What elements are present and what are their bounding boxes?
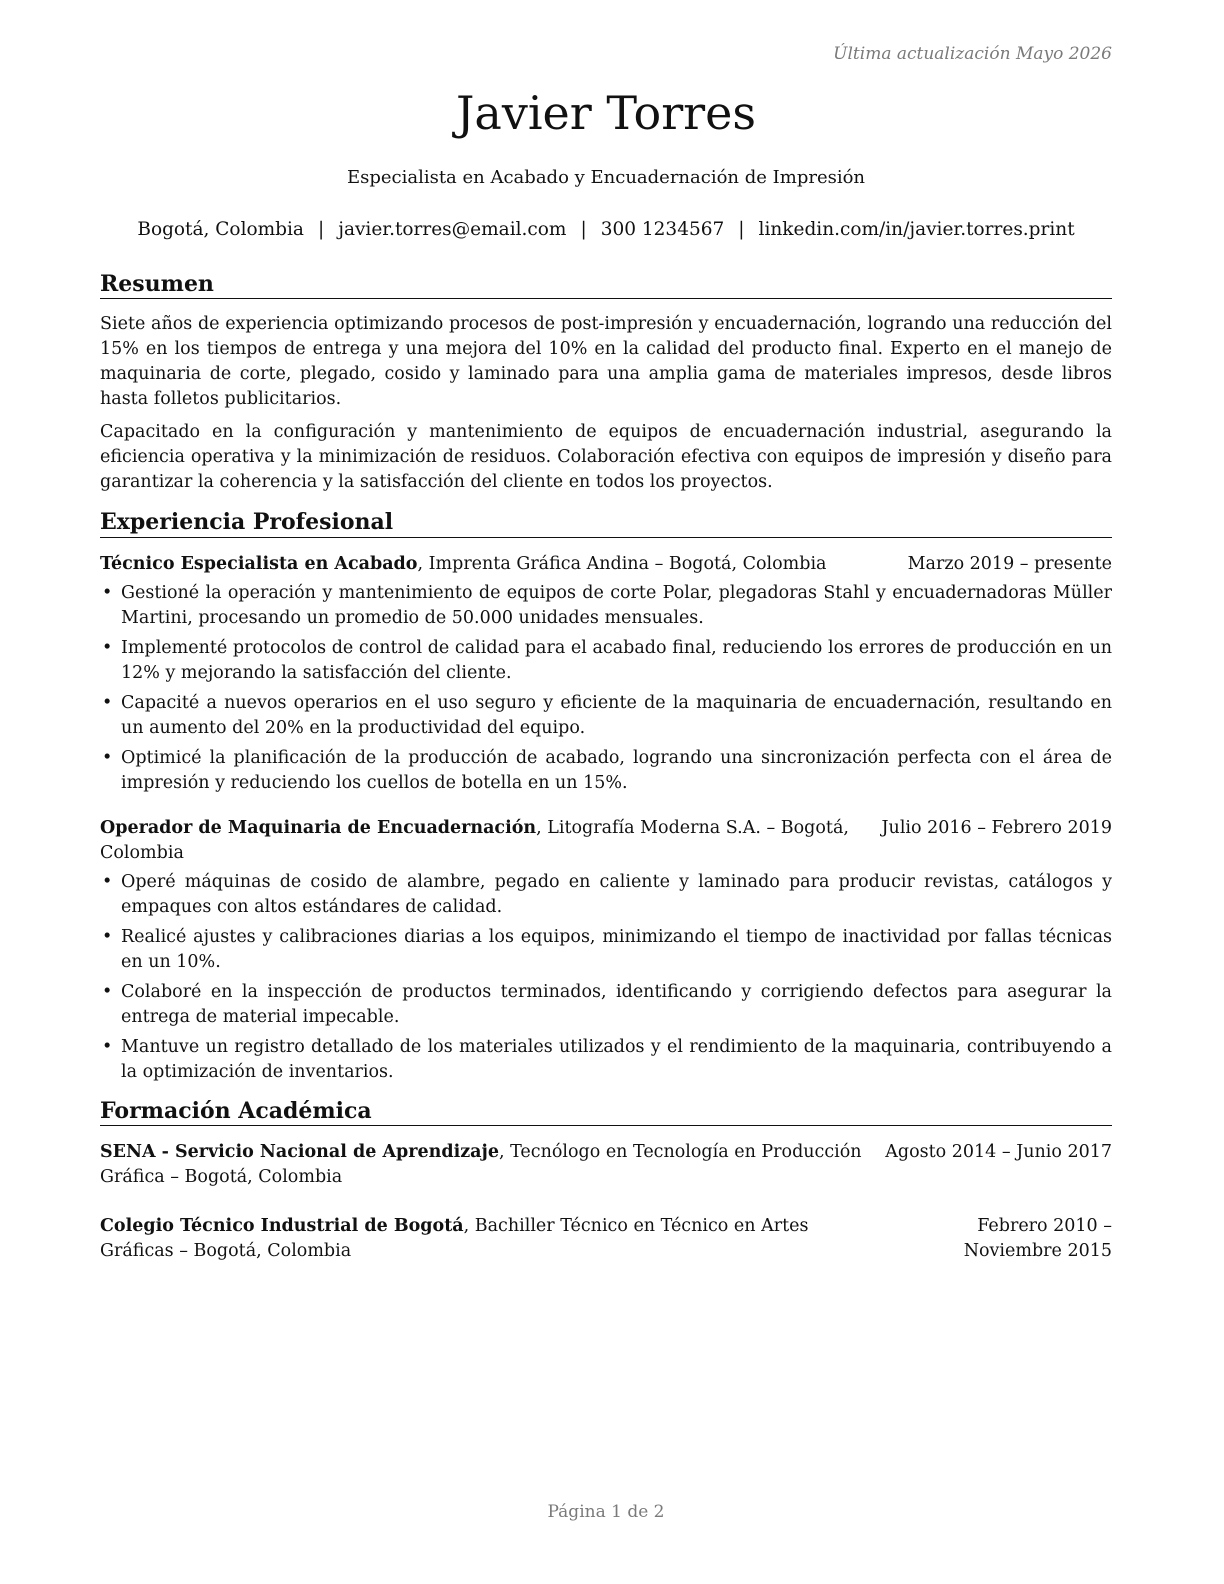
section-title-summary: Resumen — [100, 271, 1112, 299]
job-entry — [100, 552, 1112, 796]
job-bullet: • Implementé protocolos de control de calidad para el acabado final, reduciendo los errores de producción en un 12% y mejorando la satisfacción del cliente. — [100, 636, 1112, 686]
job-bullet: • Optimicé la planificación de la producción de acabado, logrando una sincronización perfecta con el área de impresión y reduciendo los cuellos de botella en un 15%. — [100, 746, 1112, 796]
resume-content — [100, 271, 1112, 1264]
contact-phone: 300 1234567 — [600, 219, 725, 240]
job-bullet: • Gestioné la operación y mantenimiento de equipos de corte Polar, plegadoras Stahl y encuadernadoras Müller Martini, procesando un promedio de 50.000 unidades mensuales. — [100, 581, 1112, 631]
education-entry — [100, 1214, 1112, 1264]
section-title-experience: Experiencia Profesional — [100, 509, 1112, 537]
contact-line — [100, 219, 1112, 240]
candidate-name: Javier Torres — [455, 86, 756, 140]
education-institution: Colegio Técnico Industrial de Bogotá — [100, 1216, 464, 1237]
section-title-education: Formación Académica — [100, 1098, 1112, 1126]
job-bullet: • Capacité a nuevos operarios en el uso seguro y eficiente de la maquinaria de encuadernación, resultando en un aumento del 20% en la productividad del equipo. — [100, 691, 1112, 741]
education-institution: SENA - Servicio Nacional de Aprendizaje — [100, 1142, 499, 1163]
summary-section — [100, 271, 1112, 495]
contact-separator: | — [580, 219, 587, 240]
contact-location: Bogotá, Colombia — [137, 219, 304, 240]
job-role: Técnico Especialista en Acabado — [100, 553, 418, 574]
job-bullet: • Mantuve un registro detallado de los materiales utilizados y el rendimiento de la maquinaria, contribuyendo a la optimización de inventarios. — [100, 1035, 1112, 1085]
education-section — [100, 1098, 1112, 1264]
contact-separator: | — [317, 219, 325, 240]
experience-section — [100, 509, 1112, 1084]
summary-paragraph: Capacitado en la configuración y mantenimiento de equipos de encuadernación industrial, asegurando la eficiencia operativa y la minimización de residuos. Colaboración efectiva con equipos de impresión y diseño para garantizar la coherencia y la satisfacción del cliente en todos los proyectos. — [100, 422, 1112, 493]
education-dates: Febrero 2010 – Noviembre 2015 — [963, 1216, 1112, 1262]
job-bullets — [100, 581, 1112, 796]
job-bullet: • Operé máquinas de cosido de alambre, pegado en caliente y laminado para producir revistas, catálogos y empaques con altos estándares de calidad. — [100, 870, 1112, 920]
education-entry — [100, 1140, 1112, 1190]
page-number: Página 1 de 2 — [547, 1502, 665, 1522]
job-dates: Marzo 2019 – presente — [907, 553, 1112, 574]
tagline: Especialista en Acabado y Encuadernación de Impresión — [346, 167, 866, 188]
contact-separator: | — [738, 219, 745, 240]
summary-paragraph: Siete años de experiencia optimizando procesos de post-impresión y encuadernación, logrando una reducción del 15% en los tiempos de entrega y una mejora del 10% en la calidad del producto final. Experto en el manejo de maquinaria de corte, plegado, cosido y laminado para una amplia gama de materiales impresos, desde libros hasta folletos publicitarios. — [100, 314, 1112, 410]
resume-page — [100, 0, 1112, 1584]
job-bullets — [100, 870, 1112, 1085]
job-bullet: • Realicé ajustes y calibraciones diarias a los equipos, minimizando el tiempo de inactividad por fallas técnicas en un 10%. — [100, 925, 1112, 975]
education-dates: Agosto 2014 – Junio 2017 — [885, 1142, 1112, 1163]
contact-email[interactable]: javier.torres@email.com — [338, 219, 567, 240]
education-detail: , Tecnólogo en Tecnología en Producción Gráfica – Bogotá, Colombia — [100, 1142, 862, 1188]
job-org: , Litografía Moderna S.A. – Bogotá, Colombia — [100, 817, 849, 863]
job-role: Operador de Maquinaria de Encuadernación — [100, 817, 537, 838]
job-dates: Julio 2016 – Febrero 2019 — [881, 817, 1112, 838]
last-updated: Última actualización Mayo 2026 — [833, 44, 1112, 64]
job-bullet: • Colaboré en la inspección de productos terminados, identificando y corrigiendo defectos para asegurar la entrega de material impecable. — [100, 980, 1112, 1030]
job-org: , Imprenta Gráfica Andina – Bogotá, Colombia — [417, 553, 827, 574]
education-detail: , Bachiller Técnico en Técnico en Artes Gráficas – Bogotá, Colombia — [100, 1216, 809, 1262]
job-entry — [100, 816, 1112, 1085]
contact-linkedin[interactable]: linkedin.com/in/javier.torres.print — [758, 219, 1075, 240]
